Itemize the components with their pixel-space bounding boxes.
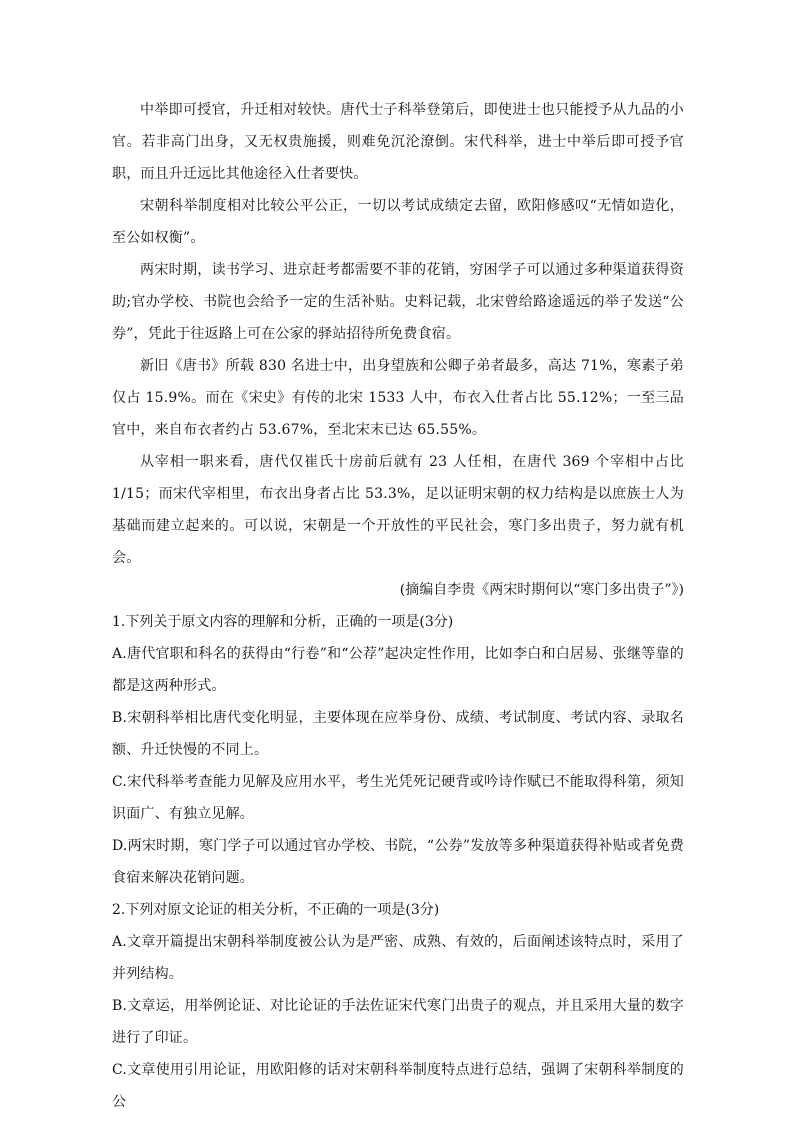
question-2-option-a: A.文章开篇提出宋朝科举制度被公认为是严密、成熟、有效的，后面阐述该特点时，采用了并列结构。 [112, 934, 684, 982]
question-1-option-d: D.两宋时期，寒门学子可以通过官办学校、书院，“公券”发放等多种渠道获得补贴或者免费食宿来解决花销问题。 [112, 838, 684, 886]
passage-source: (摘编自李贵《两宋时期何以“寒门多出贵子”》) [399, 582, 684, 598]
question-1-option-c: C.宋代科举考查能力见解及应用水平，考生光凭死记硬背或吟诗作赋已不能取得科第，须知识面广、有独立见解。 [112, 774, 684, 822]
passage-paragraph: 新旧《唐书》所载 830 名进士中，出身望族和公卿子弟者最多，高达 71%，寒素子弟仅占 15.9%。而在《宋史》有传的北宋 1533 人中，布衣入仕者占比 55.12%；一至三品官中，来自布衣者约占 53.67%，至北宋末已达 65.55%。 [112, 358, 684, 438]
passage-paragraph: 中举即可授官，升迁相对较快。唐代士子科举登第后，即使进士也只能授予从九品的小官。若非高门出身，又无权贵施援，则难免沉沦潦倒。宋代科举，进士中举后即可授予官职，而且升迁远比其他途径入仕者要快。 [112, 102, 684, 182]
passage-paragraph: 两宋时期，读书学习、进京赶考都需要不菲的花销，穷困学子可以通过多种渠道获得资助;官办学校、书院也会给予一定的生活补贴。史料记载，北宋曾给路途遥远的举子发送“公券”，凭此于往返路上可在公家的驿站招待所免费食宿。 [112, 262, 684, 342]
passage-paragraph: 宋朝科举制度相对比较公平公正，一切以考试成绩定去留，欧阳修感叹“无情如造化，至公如权衡”。 [112, 198, 684, 246]
question-1-option-a: A.唐代官职和科名的获得由“行卷”和“公荐”起决定性作用，比如李白和白居易、张继等靠的都是这两种形式。 [112, 646, 684, 694]
document-page [112, 94, 684, 1118]
question-1-option-b: B.宋朝科举相比唐代变化明显，主要体现在应举身份、成绩、考试制度、考试内容、录取名额、升迁快慢的不同上。 [112, 710, 684, 758]
question-2-stem: 2.下列对原文论证的相关分析，不正确的一项是(3分) [112, 902, 440, 918]
question-2-option-c: C.文章使用引用论证，用欧阳修的话对宋朝科举制度特点进行总结，强调了宋朝科举制度的公 [112, 1062, 684, 1110]
passage-paragraph: 从宰相一职来看，唐代仅崔氏十房前后就有 23 人任相，在唐代 369 个宰相中占比 1/15；而宋代宰相里，布衣出身者占比 53.3%，足以证明宋朝的权力结构是以庶族士人为基础而建立起来的。可以说，宋朝是一个开放性的平民社会，寒门多出贵子，努力就有机会。 [112, 454, 684, 566]
question-1-stem: 1.下列关于原文内容的理解和分析，正确的一项是(3分) [112, 614, 454, 630]
question-2-option-b: B.文章运，用举例论证、对比论证的手法佐证宋代寒门出贵子的观点，并且采用大量的数字进行了印证。 [112, 998, 684, 1046]
